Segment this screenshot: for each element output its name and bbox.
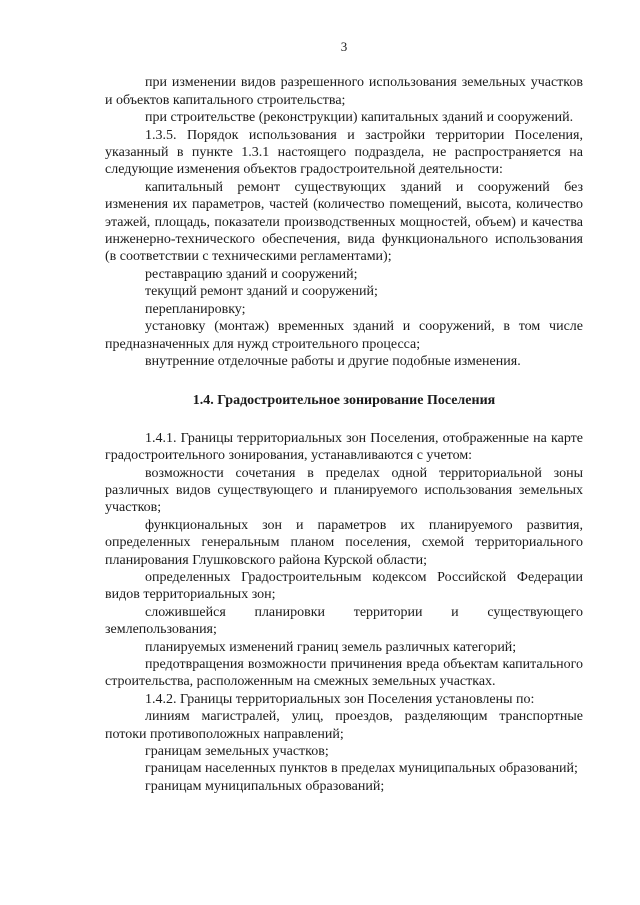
paragraph-1-4-2: 1.4.2. Границы территориальных зон Поселения установлены по: [145,691,535,707]
paragraph-1-4-1: 1.4.1. Границы территориальных зон Поселения, отображенные на карте градостроительного зонирования, устанавливаются с учетом: [105,430,583,464]
paragraph-existing-planning: сложившейся планировки территории и существующего землепользования; [105,604,583,638]
section-heading-1-4: 1.4. Градостроительное зонирование Поселения [192,393,496,409]
paragraph-interior-works: внутренние отделочные работы и другие подобные изменения. [145,353,521,369]
paragraph-replanning: перепланировку; [145,301,246,317]
paragraph-temporary-buildings: установку (монтаж) временных зданий и сооружений, в том числе предназначенных для нужд строительного процесса; [105,319,583,352]
paragraph-code-zones: определенных Градостроительным кодексом Российской Федерации видов территориальных зон; [105,569,583,603]
paragraph-combination: возможности сочетания в пределах одной территориальной зоны различных видов существующего и планируемого использования земельных участков; [105,465,583,516]
paragraph-street-lines: линиям магистралей, улиц, проездов, разделяющим транспортные потоки противоположных направлений; [105,709,583,742]
paragraph-capital-repair: капитальный ремонт существующих зданий и сооружений без изменения их параметров, частей (количество помещений, высота, количество этажей, площадь, показатели производственных мощностей, объем) и качества инженерно-технического обеспечения, вида функционального использования (в соответствии с техническими регламентами); [105,179,583,265]
document-page [105,38,583,795]
paragraph-1-3-5: 1.3.5. Порядок использования и застройки территории Поселения, указанный в пункте 1.3.1 настоящего подраздела, не распространяется на следующие изменения объектов градостроительной деятельности: [105,127,583,178]
paragraph-land-categories: планируемых изменений границ земель различных категорий; [145,639,517,655]
paragraph-settlement-borders: границам населенных пунктов в пределах муниципальных образований; [145,761,578,777]
paragraph-plot-borders: границам земельных участков; [145,744,329,760]
paragraph-construction: при строительстве (реконструкции) капитальных зданий и сооружений. [145,110,574,126]
paragraph-restoration: реставрацию зданий и сооружений; [145,266,358,282]
page-number: 3 [340,39,348,54]
paragraph-current-repair: текущий ремонт зданий и сооружений; [145,284,378,300]
paragraph-municipal-borders: границам муниципальных образований; [145,778,385,794]
paragraph-harm-prevention: предотвращения возможности причинения вреда объектам капитального строительства, расположенным на смежных земельных участках. [105,657,583,690]
paragraph-functional-zones: функциональных зон и параметров их планируемого развития, определенных генеральным планом поселения, схемой территориального планирования Глушковского района Курской области; [105,517,583,568]
paragraph-land-use-change: при изменении видов разрешенного использования земельных участков и объектов капитального строительства; [105,75,583,108]
